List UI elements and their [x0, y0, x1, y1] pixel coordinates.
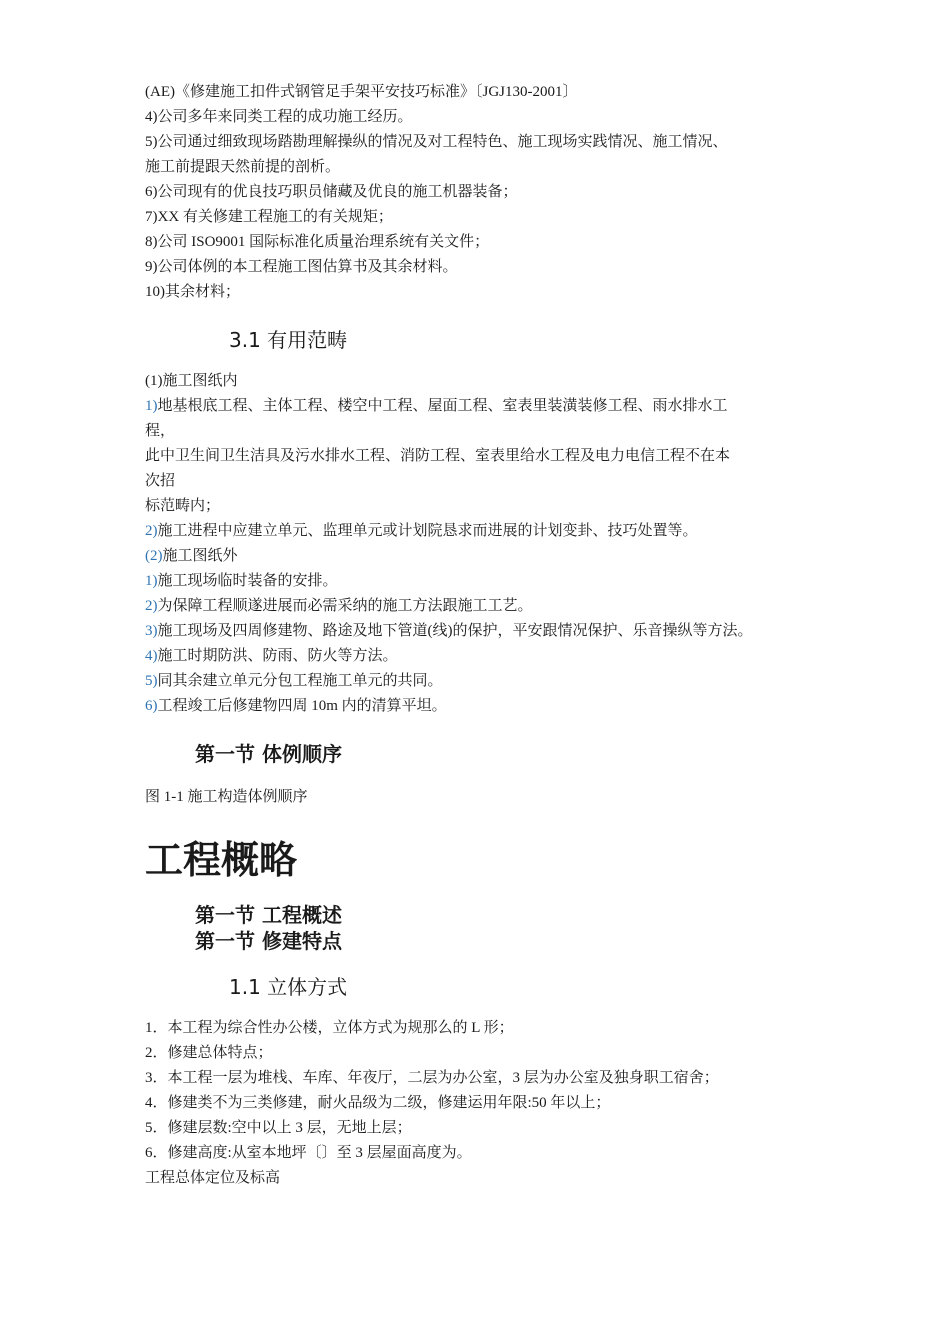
scope-subtitle: (2)施工图纸外 — [145, 548, 238, 564]
scope-item: 标范畴内； — [145, 498, 221, 514]
scope-item: 2)施工进程中应建立单元、监理单元或计划院恳求而进展的计划变卦、技巧处置等。 — [145, 523, 698, 539]
section-heading-scope: 3.1 有用范畴 — [229, 328, 348, 352]
scope-subtitle: (1)施工图纸内 — [145, 373, 238, 389]
scope-item: 此中卫生间卫生洁具及污水排水工程、消防工程、室表里给水工程及电力电信工程不在本 — [145, 448, 731, 464]
section-heading-features: 第一节 修建特点 — [195, 929, 342, 953]
scope-item: 4)施工时期防洪、防雨、防火等方法。 — [145, 648, 398, 664]
feature-item: 2．修建总体特点； — [145, 1045, 273, 1061]
section-heading-overview: 第一节 工程概述 — [195, 903, 342, 927]
reference-item: 10)其余材料； — [145, 284, 240, 300]
reference-item: (AE)《修建施工扣件式钢管足手架平安技巧标准》〔JGJ130-2001〕 — [145, 84, 578, 100]
reference-item: 6)公司现有的优良技巧职员储藏及优良的施工机器装备； — [145, 184, 518, 200]
reference-item: 4)公司多年来同类工程的成功施工经历。 — [145, 109, 413, 125]
positioning-line: 工程总体定位及标高 — [145, 1170, 281, 1186]
feature-item: 1．本工程为综合性办公楼，立体方式为规那么的 L 形； — [145, 1020, 514, 1036]
scope-item: 1)施工现场临时装备的安排。 — [145, 573, 338, 589]
reference-list — [145, 80, 835, 305]
feature-item: 6．修建高度:从室本地坪〔〕至 3 层屋面高度为。 — [145, 1145, 472, 1161]
scope-item: 程， — [145, 423, 176, 439]
scope-item: 5)同其余建立单元分包工程施工单元的共同。 — [145, 673, 443, 689]
feature-list — [145, 1016, 835, 1191]
chapter-title: 工程概略 — [145, 838, 298, 882]
section-heading-order: 第一节 体例顺序 — [195, 742, 342, 766]
figure-caption: 图 1-1 施工构造体例顺序 — [145, 789, 308, 805]
reference-item: 9)公司体例的本工程施工图估算书及其余材料。 — [145, 259, 458, 275]
feature-item: 4．修建类不为三类修建，耐火品级为二级，修建运用年限:50 年以上； — [145, 1095, 611, 1111]
reference-item: 8)公司 ISO9001 国际标准化质量治理系统有关文件； — [145, 234, 490, 250]
document-page — [145, 80, 835, 1191]
scope-item: 3)施工现场及四周修建物、路途及地下管道(线)的保护，平安跟情况保护、乐音操纵等方法。 — [145, 623, 753, 639]
feature-item: 5．修建层数:空中以上 3 层，无地上层； — [145, 1120, 412, 1136]
scope-item: 6)工程竣工后修建物四周 10m 内的清算平坦。 — [145, 698, 447, 714]
scope-item: 2)为保障工程顺遂进展而必需采纳的施工方法跟施工工艺。 — [145, 598, 533, 614]
feature-item: 3．本工程一层为堆栈、车库、年夜厅，二层为办公室，3 层为办公室及独身职工宿舍； — [145, 1070, 719, 1086]
scope-item: 1)地基根底工程、主体工程、楼空中工程、屋面工程、室表里装潢装修工程、雨水排水工 — [145, 398, 728, 414]
section-heading-form: 1.1 立体方式 — [229, 975, 348, 999]
reference-item: 5)公司通过细致现场踏勘理解操纵的情况及对工程特色、施工现场实践情况、施工情况、 — [145, 134, 728, 150]
reference-item: 7)XX 有关修建工程施工的有关规矩； — [145, 209, 393, 225]
scope-item: 次招 — [145, 473, 176, 489]
reference-item: 施工前提跟天然前提的剖析。 — [145, 159, 341, 175]
scope-section — [145, 369, 835, 719]
